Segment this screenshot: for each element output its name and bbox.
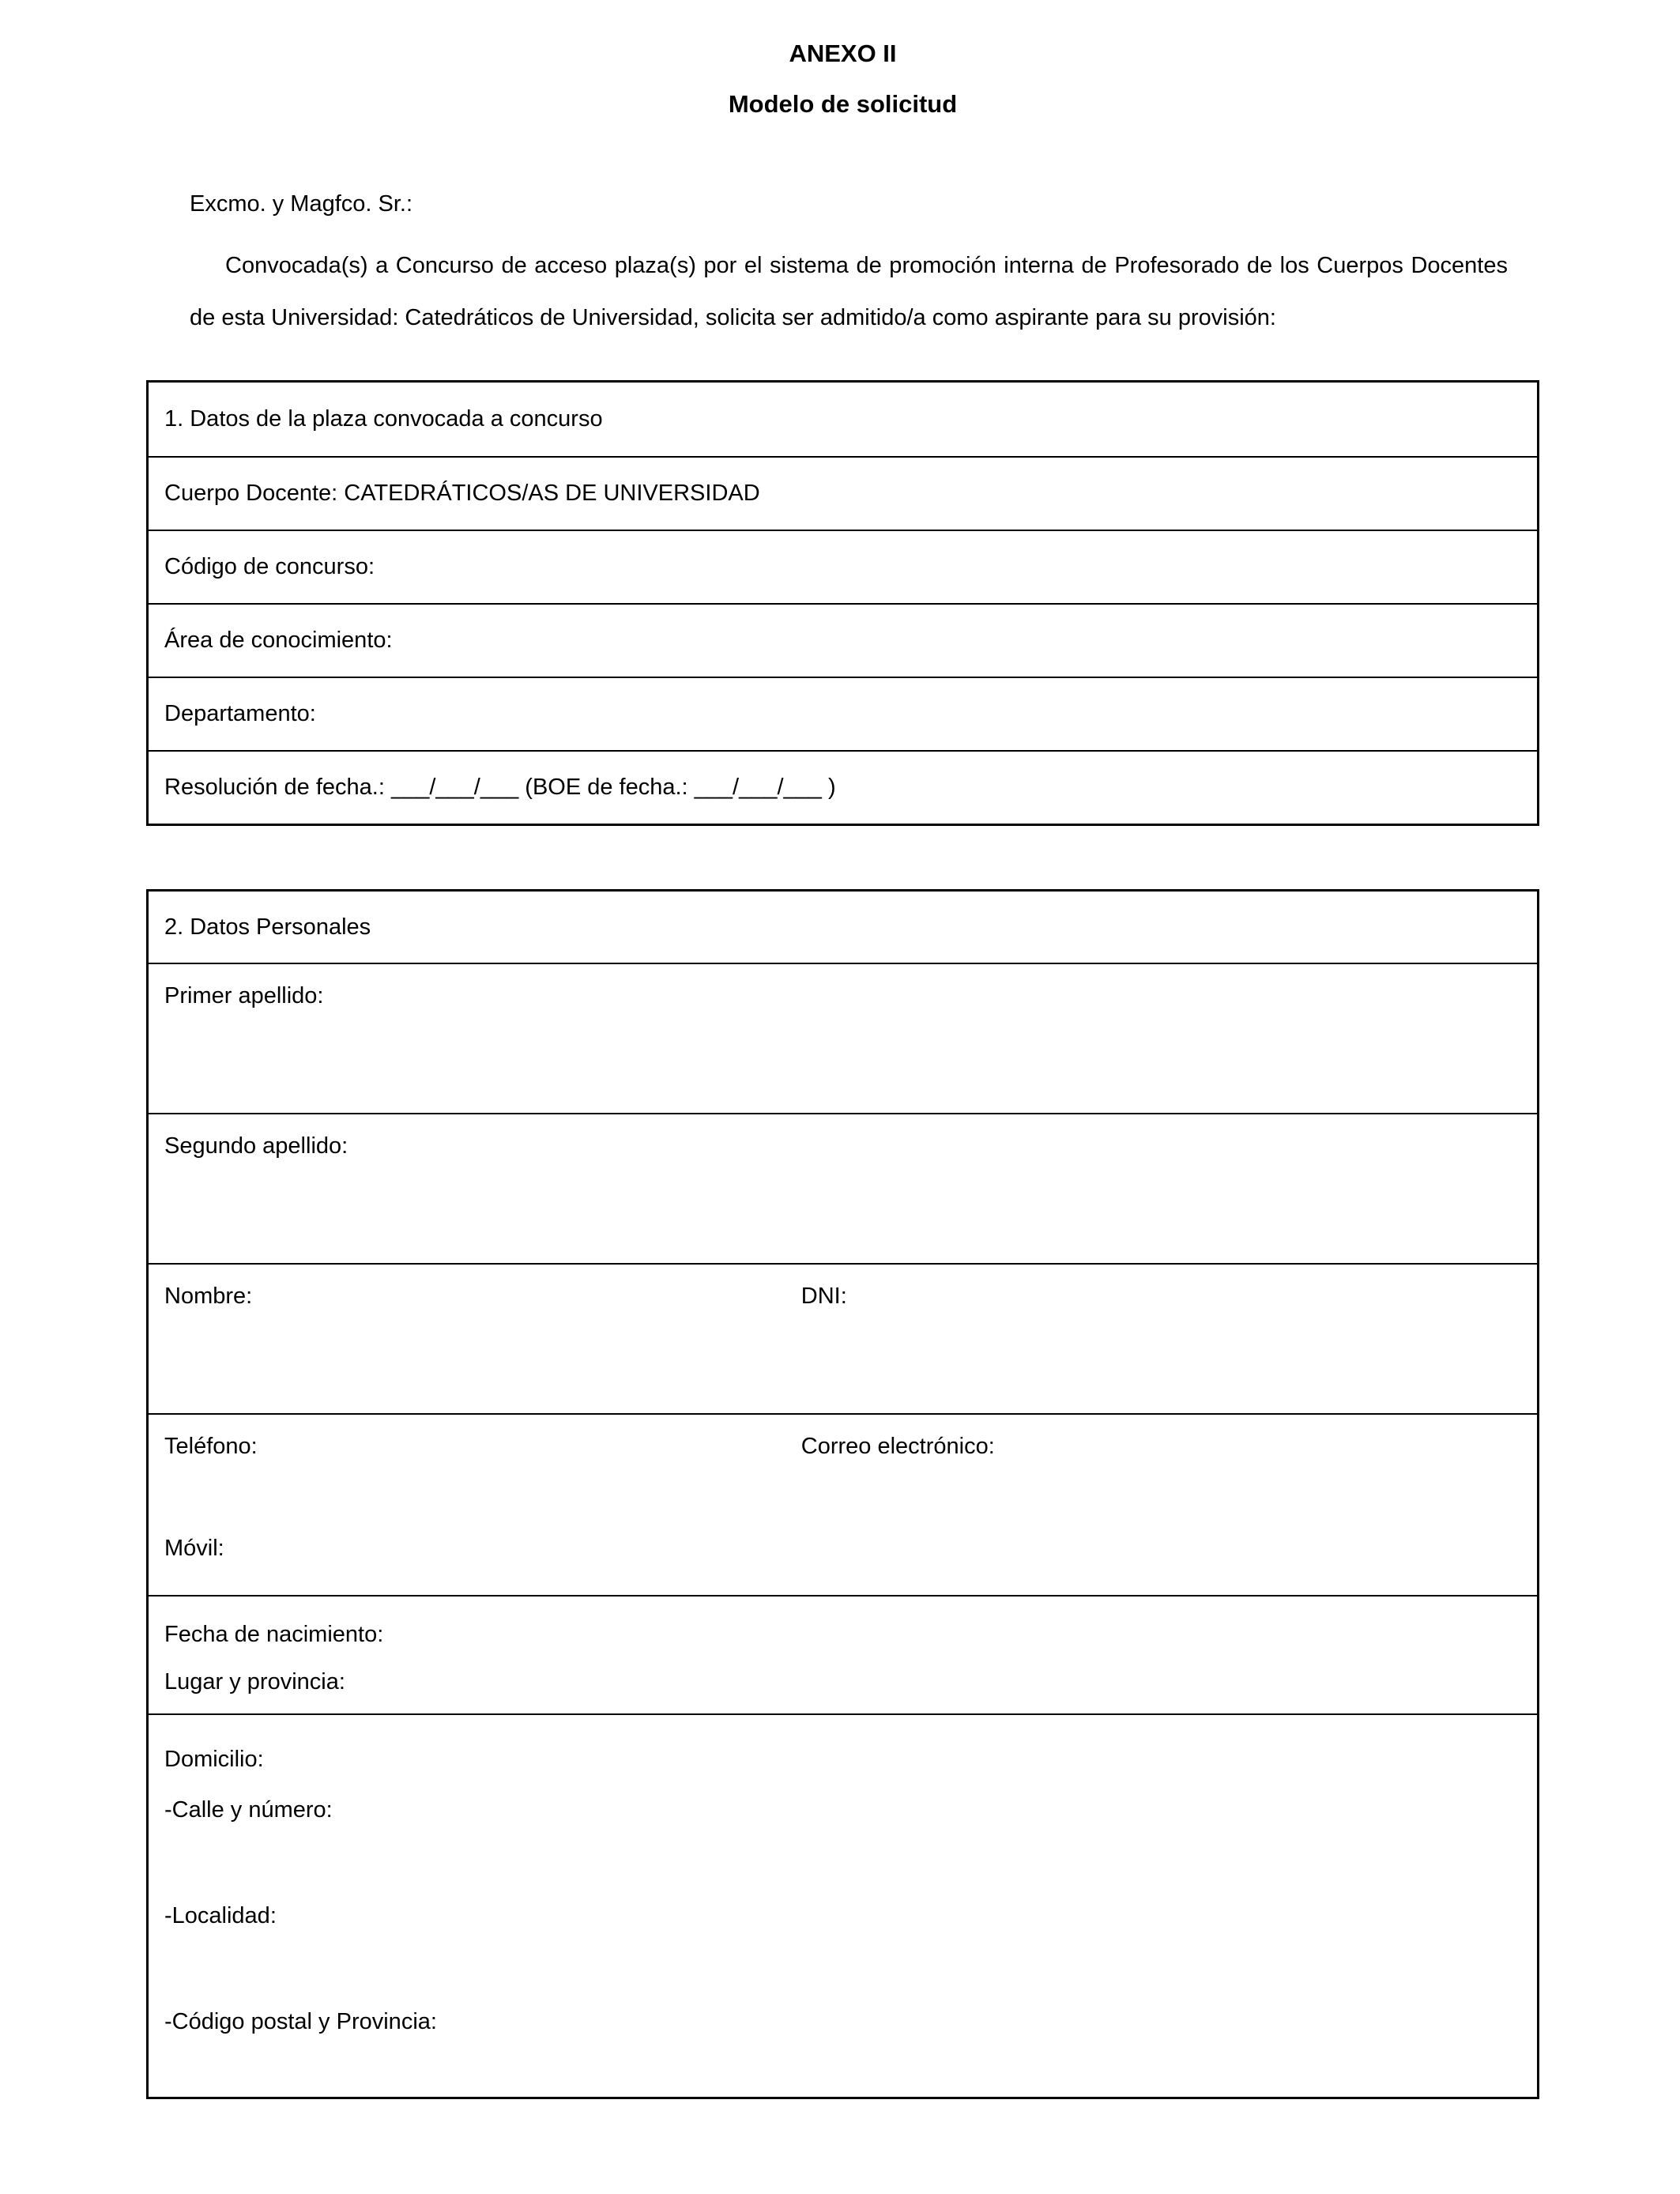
cuerpo-docente-label: Cuerpo Docente: CATEDRÁTICOS/AS DE UNIVERSIDAD — [164, 481, 760, 506]
lugar-provincia-label: Lugar y provincia: — [164, 1669, 345, 1695]
row-codigo-concurso — [149, 530, 1537, 603]
row-telefono-correo-movil — [149, 1413, 1537, 1595]
table-datos-personales — [146, 889, 1539, 2099]
row-departamento — [149, 677, 1537, 750]
departamento-label: Departamento: — [164, 701, 316, 726]
intro-paragraph: Convocada(s) a Concurso de acceso plaza(s) por el sistema de promoción interna de Profesorado de los Cuerpos Docentes de esta Universidad: Catedráticos de Universidad, solicita ser admitido/a como aspirante para su provisión: — [190, 253, 1508, 330]
row-area-conocimiento — [149, 603, 1537, 677]
primer-apellido-label: Primer apellido: — [164, 983, 324, 1008]
dni-label: DNI: — [800, 1284, 847, 1309]
row-cuerpo-docente — [149, 456, 1537, 530]
fecha-nacimiento-label: Fecha de nacimiento: — [164, 1622, 384, 1647]
table-datos-plaza — [146, 380, 1539, 826]
resolucion-fecha-label: Resolución de fecha.: ___/___/___ (BOE de fecha.: ___/___/___ ) — [164, 775, 836, 800]
table2-header-label: 2. Datos Personales — [164, 914, 371, 940]
telefono-label: Teléfono: — [164, 1434, 258, 1459]
row-domicilio — [149, 1713, 1537, 2097]
correo-label: Correo electrónico: — [800, 1434, 995, 1459]
row-primer-apellido — [149, 963, 1537, 1113]
row-nombre-dni — [149, 1263, 1537, 1413]
row-resolucion-fecha — [149, 750, 1537, 824]
table1-header-row — [149, 383, 1537, 456]
movil-label: Móvil: — [164, 1536, 224, 1561]
table2-header-row — [149, 892, 1537, 963]
nombre-label: Nombre: — [164, 1284, 253, 1309]
localidad-label: -Localidad: — [164, 1903, 277, 1928]
codigo-concurso-label: Código de concurso: — [164, 554, 375, 579]
area-conocimiento-label: Área de conocimiento: — [164, 628, 393, 653]
segundo-apellido-label: Segundo apellido: — [164, 1133, 348, 1159]
domicilio-label: Domicilio: — [164, 1747, 264, 1772]
row-fecha-nacimiento — [149, 1595, 1537, 1713]
row-segundo-apellido — [149, 1113, 1537, 1263]
document-subtitle: Modelo de solicitud — [728, 90, 958, 118]
calle-numero-label: -Calle y número: — [164, 1797, 333, 1823]
table1-header-label: 1. Datos de la plaza convocada a concurso — [164, 406, 603, 432]
document-title: ANEXO II — [789, 40, 897, 67]
codigo-postal-provincia-label: -Código postal y Provincia: — [164, 2009, 437, 2034]
salutation: Excmo. y Magfco. Sr.: — [190, 191, 413, 217]
